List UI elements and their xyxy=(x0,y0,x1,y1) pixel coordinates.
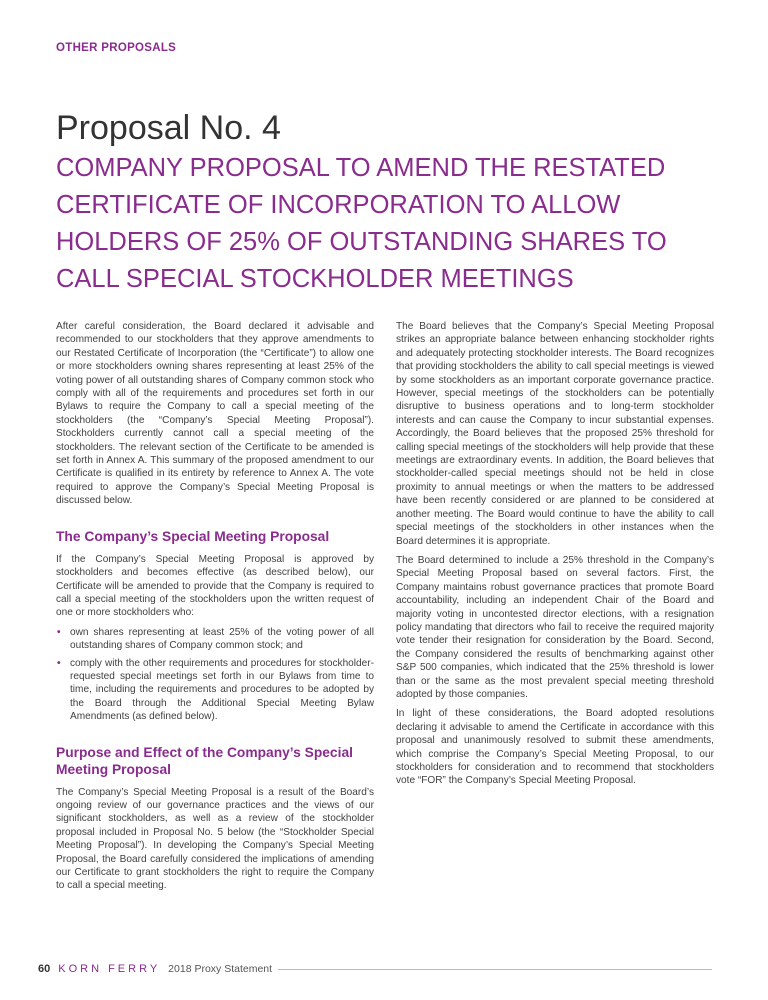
list-item-text: comply with the other requirements and procedures for stockholder-requested special meetings set forth in our Bylaws from time to time, including the requirements and procedures to be adopted by the Board through the Additional Special Meeting Bylaw Amendments (as defined below). xyxy=(70,657,374,723)
intro-paragraph: After careful consideration, the Board declared it advisable and recommended to our stockholders that they approve amendments to our Restated Certificate of Incorporation (the “Certificate”) to allow one or more stockholders owning shares representing at least 25% of the voting power of all outstanding shares of Company common stock who comply with all of the requirements and procedures set forth in our Bylaws to require the Company to call a special meeting of the stockholders (the “Company’s Special Meeting Proposal”). Stockholders currently cannot call a special meeting of the stockholders. The relevant section of the Certificate to be amended is set forth in Annex A. This summary of the proposed amendment to our Certificate is qualified in its entirety by reference to Annex A. The vote required to approve the Company’s Special Meeting Proposal is discussed below. xyxy=(56,321,374,507)
footer-rule xyxy=(278,969,712,970)
bullet-icon: • xyxy=(57,626,61,638)
requirements-list xyxy=(56,626,374,724)
special-meeting-paragraph: If the Company’s Special Meeting Proposal is approved by stockholders and becomes effective (as described below), our Certificate will be amended to provide that the Company is required to call a special meeting of the stockholders upon the written request of one or more stockholders who: xyxy=(56,553,374,619)
page-footer xyxy=(38,961,712,977)
proposal-number: Proposal No. 4 xyxy=(56,109,281,147)
list-item xyxy=(56,657,374,724)
brand-logo: KORN FERRY xyxy=(58,963,161,975)
section-heading-special-meeting: The Company’s Special Meeting Proposal xyxy=(56,528,330,544)
proposal-title: COMPANY PROPOSAL TO AMEND THE RESTATED CERTIFICATE OF INCORPORATION TO ALLOW HOLDERS OF 25% OF OUTSTANDING SHARES TO CALL SPECIAL STOCKHOLDER MEETINGS xyxy=(56,154,667,293)
list-item-text: own shares representing at least 25% of the voting power of all outstanding shares of Company common stock; and xyxy=(70,626,374,652)
section-heading-purpose-effect: Purpose and Effect of the Company’s Special Meeting Proposal xyxy=(56,744,353,777)
threshold-paragraph: The Board determined to include a 25% threshold in the Company’s Special Meeting Proposal based on several factors. First, the Company maintains robust governance practices that promote Board accountability, including an independent Chair of the Board and majority voting in uncontested director elections, with a resignation policy mandating that directors who fail to receive the required majority vote tender their resignation for consideration by the Board. Second, the Company considered the results of benchmarking against other S&P 500 companies, which indicated that the 25% threshold is lower than or the same as the most prevalent special meeting threshold adopted by those companies. xyxy=(396,554,714,700)
purpose-paragraph: The Company’s Special Meeting Proposal is a result of the Board’s ongoing review of our governance practices and the views of our significant stockholders, as well as a review of the stockholder proposal included in Proposal No. 5 below (the “Stockholder Special Meeting Proposal”). In developing the Company’s Special Meeting Proposal, the Board carefully considered the implications of amending our Certificate to grant stockholders the right to require the Company to call a special meeting. xyxy=(56,786,374,892)
left-column xyxy=(56,320,374,899)
right-column xyxy=(396,320,714,794)
document-name: 2018 Proxy Statement xyxy=(168,963,273,975)
list-item xyxy=(56,626,374,653)
bullet-icon: • xyxy=(57,657,61,669)
page-number: 60 xyxy=(38,963,51,975)
section-label: OTHER PROPOSALS xyxy=(56,42,177,54)
balance-paragraph: The Board believes that the Company’s Special Meeting Proposal strikes an appropriate balance between enhancing stockholder rights and adequately protecting stockholder interests. The Board recognizes that providing stockholders the ability to call special meetings is viewed by some stockholders as an important corporate governance practice. However, special meetings of the stockholders can be potentially disruptive to business operations and to long-term stockholder interests and can cause the Company to incur substantial expenses. Accordingly, the Board believes that the proposed 25% threshold for calling special meetings of the stockholders will help provide that these meetings are extraordinary events. In addition, the Board believes that stockholder-called special meetings should not be held in close proximity to annual meetings or when the matters to be addressed have been recently considered or are planned to be considered at another meeting. The Board would continue to have the ability to call special meetings of the stockholders in other instances when the Board determines it is appropriate. xyxy=(396,321,714,547)
resolution-paragraph: In light of these considerations, the Board adopted resolutions declaring it advisable to amend the Certificate in accordance with this proposal and unanimously resolved to submit these amendments, which comprise the Company’s Special Meeting Proposal, to our stockholders for consideration and to recommend that stockholders vote “FOR” the Company’s Special Meeting Proposal. xyxy=(396,708,714,787)
